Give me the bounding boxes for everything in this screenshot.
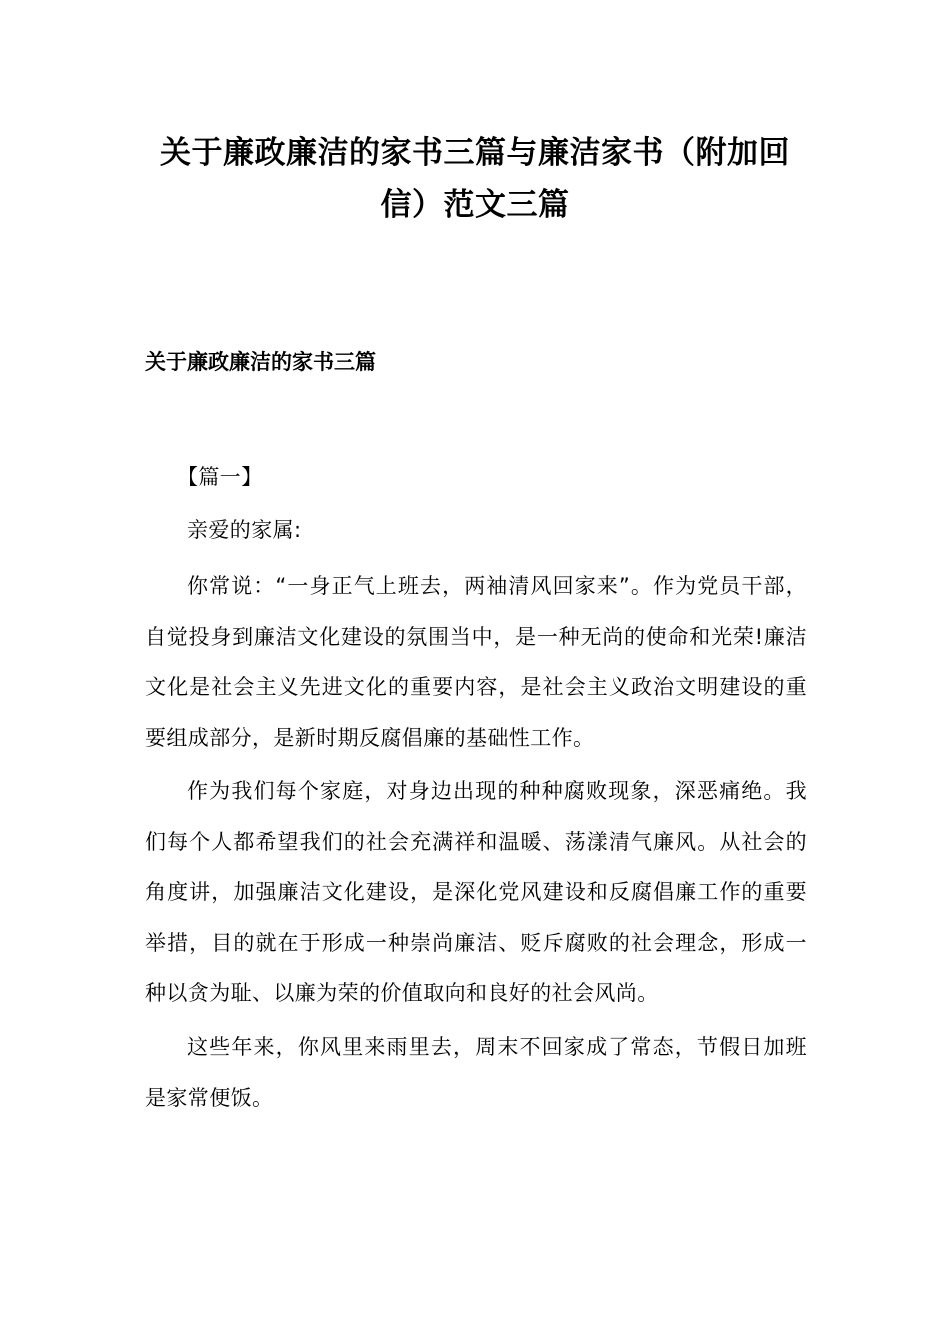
- part-label: 【篇一】: [177, 465, 263, 489]
- salutation: 亲爱的家属:: [187, 518, 302, 542]
- document-title: 关于廉政廉洁的家书三篇与廉洁家书（附加回信）范文三篇: [160, 135, 790, 223]
- paragraph: 这些年来，你风里来雨里去，周末不回家成了常态，节假日加班是家常便饭。: [145, 1035, 807, 1110]
- paragraph: 作为我们每个家庭，对身边出现的种种腐败现象，深恶痛绝。我们每个人都希望我们的社会充满祥和温暖、荡漾清气廉风。从社会的角度讲，加强廉洁文化建设，是深化党风建设和反腐倡廉工作的重要举措，目的就在于形成一种崇尚廉洁、贬斥腐败的社会理念，形成一种以贪为耻、以廉为荣的价值取向和良好的社会风尚。: [145, 779, 807, 1005]
- paragraph: 你常说：“一身正气上班去，两袖清风回家来”。作为党员干部，自觉投身到廉洁文化建设的氛围当中，是一种无尚的使命和光荣!廉洁文化是社会主义先进文化的重要内容，是社会主义政治文明建设的重要组成部分，是新时期反腐倡廉的基础性工作。: [145, 574, 807, 750]
- section-heading: 关于廉政廉洁的家书三篇: [145, 350, 376, 374]
